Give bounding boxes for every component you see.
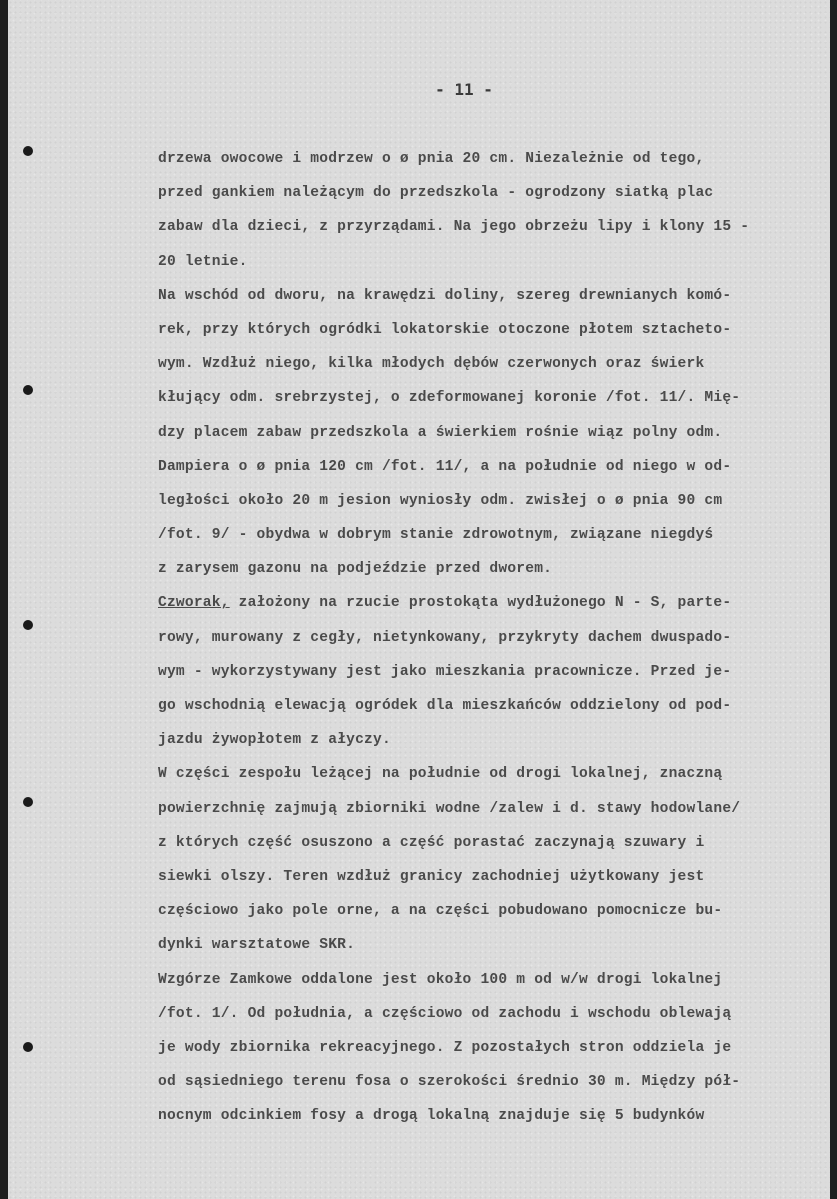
- text-line: /fot. 9/ - obydwa w dobrym stanie zdrowotnym, związane niegdyś: [158, 527, 714, 544]
- punch-hole: [23, 146, 33, 156]
- punch-hole: [23, 1042, 33, 1052]
- text-line: W części zespołu leżącej na południe od drogi lokalnej, znaczną: [158, 766, 723, 783]
- text-line: od sąsiedniego terenu fosa o szerokości średnio 30 m. Między pół-: [158, 1074, 741, 1091]
- text-line: przed gankiem należącym do przedszkola - ogrodzony siatką plac: [158, 185, 714, 202]
- text-line: częściowo jako pole orne, a na części pobudowano pomocnicze bu-: [158, 903, 723, 920]
- body-text: [158, 142, 837, 1133]
- text-line: dzy placem zabaw przedszkola a świerkiem rośnie wiąz polny odm.: [158, 424, 723, 441]
- text-line: wym. Wzdłuż niego, kilka młodych dębów czerwonych oraz świerk: [158, 356, 705, 373]
- text-line: je wody zbiornika rekreacyjnego. Z pozostałych stron oddziela je: [158, 1039, 732, 1056]
- page-number: - 11 -: [435, 80, 493, 99]
- text-line: zabaw dla dzieci, z przyrządami. Na jego obrzeżu lipy i klony 15 -: [158, 219, 750, 236]
- text-line: ległości około 20 m jesion wyniosły odm. zwisłej o ø pnia 90 cm: [158, 492, 723, 509]
- text-line: rek, przy których ogródki lokatorskie otoczone płotem sztacheto-: [158, 321, 732, 338]
- text-line: rowy, murowany z cegły, nietynkowany, przykryty dachem dwuspado-: [158, 629, 732, 646]
- text-line: go wschodnią elewacją ogródek dla mieszkańców oddzielony od pod-: [158, 698, 732, 714]
- text-line: jazdu żywopłotem z ałyczy.: [158, 732, 391, 749]
- text-line: z zarysem gazonu na podjeździe przed dworem.: [158, 561, 553, 578]
- text-line: Dampiera o ø pnia 120 cm /fot. 11/, a na południe od niego w od-: [158, 458, 732, 475]
- section-heading-czworak: Czworak,: [158, 595, 230, 612]
- text-line: Na wschód od dworu, na krawędzi doliny, szereg drewnianych komó-: [158, 287, 732, 304]
- text-line-czworak: [158, 586, 837, 620]
- text-fragment: założony na rzucie prostokąta wydłużonego N - S, parte-: [229, 595, 732, 612]
- text-line: siewki olszy. Teren wzdłuż granicy zachodniej użytkowany jest: [158, 868, 705, 885]
- text-line: 20 letnie.: [158, 253, 248, 270]
- text-line: z których część osuszono a część porastać zaczynają szuwary i: [158, 834, 705, 851]
- text-line: wym - wykorzystywany jest jako mieszkania pracownicze. Przed je-: [158, 663, 732, 680]
- text-line: powierzchnię zajmują zbiorniki wodne /zalew i d. stawy hodowlane/: [158, 800, 741, 817]
- text-line: kłujący odm. srebrzystej, o zdeformowanej koronie /fot. 11/. Mię-: [158, 390, 741, 407]
- document-page: [8, 0, 830, 1199]
- text-line: Wzgórze Zamkowe oddalone jest około 100 m od w/w drogi lokalnej: [158, 971, 723, 988]
- text-line: nocnym odcinkiem fosy a drogą lokalną znajduje się 5 budynków: [158, 1108, 705, 1125]
- punch-hole: [23, 620, 33, 630]
- text-line: /fot. 1/. Od południa, a częściowo od zachodu i wschodu oblewają: [158, 1005, 732, 1022]
- text-line: dynki warsztatowe SKR.: [158, 937, 356, 954]
- text-line: drzewa owocowe i modrzew o ø pnia 20 cm. Niezależnie od tego,: [158, 151, 705, 167]
- punch-hole: [23, 385, 33, 395]
- punch-hole: [23, 797, 33, 807]
